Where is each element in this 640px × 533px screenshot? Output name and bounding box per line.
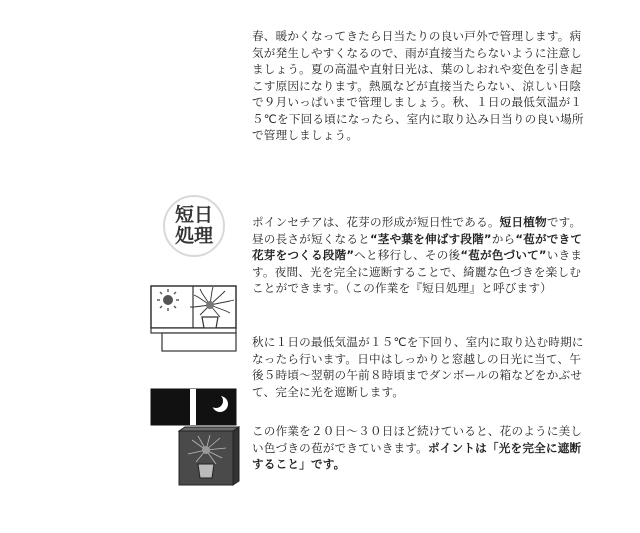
cardboard-box-icon — [178, 426, 240, 488]
window-night-illustration — [150, 388, 240, 428]
emphasis: “苞が色づいて” — [460, 248, 547, 262]
badge-line-1: 短日 — [174, 204, 213, 226]
text: です。昼の長さが短くなると — [252, 215, 582, 246]
window-daytime-illustration — [150, 285, 240, 385]
emphasis: 短日植物 — [499, 215, 547, 229]
text: この作業を２０日〜３０日ほど続けていると、花のように美しい色づきの苞ができていきます。 — [252, 424, 583, 455]
care-paragraph: 春、暖かくなってきたら日当たりの良い戸外で管理します。病気が発生しやすくなるので、雨が直接当たらないように注意しましょう。夏の高温や直射日光は、葉のしおれや変色を引き起こす原因になります。熱風などが直接当たらない、涼しい日陰で９月いっぱいまで管理しましょう。秋、１日の最低気温が１５℃を下回る頃になったら、室内に取り込み日当りの良い場所で管理しましょう。 — [252, 29, 584, 142]
text: いきます。夜間、光を完全に遮断することで、綺麗な色づきを楽しむことができます。（この作業を『短日処理』と呼びます） — [252, 248, 583, 295]
short-day-explanation — [252, 214, 592, 297]
timing-paragraph: 秋に１日の最低気温が１５℃を下回り、室内に取り込む時期になったら行います。日中はしっかりと窓越しの日光に当て、午後５時頃〜翌朝の午前８時頃までダンボールの箱などをかぶせて、完全に光を遮断します。 — [252, 335, 584, 399]
short-day-treatment-badge — [163, 195, 225, 257]
emphasis: “茎や葉を伸ばす段階” — [369, 231, 492, 246]
result-paragraph — [252, 423, 592, 473]
emphasis: “苞ができて花芽をつくる段階” — [252, 231, 583, 262]
key-point: ポイントは「光を完全に遮断すること」です。 — [252, 440, 582, 471]
text: から — [491, 231, 516, 246]
badge-line-2: 処理 — [174, 225, 213, 247]
text: へと移行し、その後 — [354, 248, 461, 262]
text: ポインセチアは、花芽の形成が短日性である。 — [252, 215, 500, 229]
